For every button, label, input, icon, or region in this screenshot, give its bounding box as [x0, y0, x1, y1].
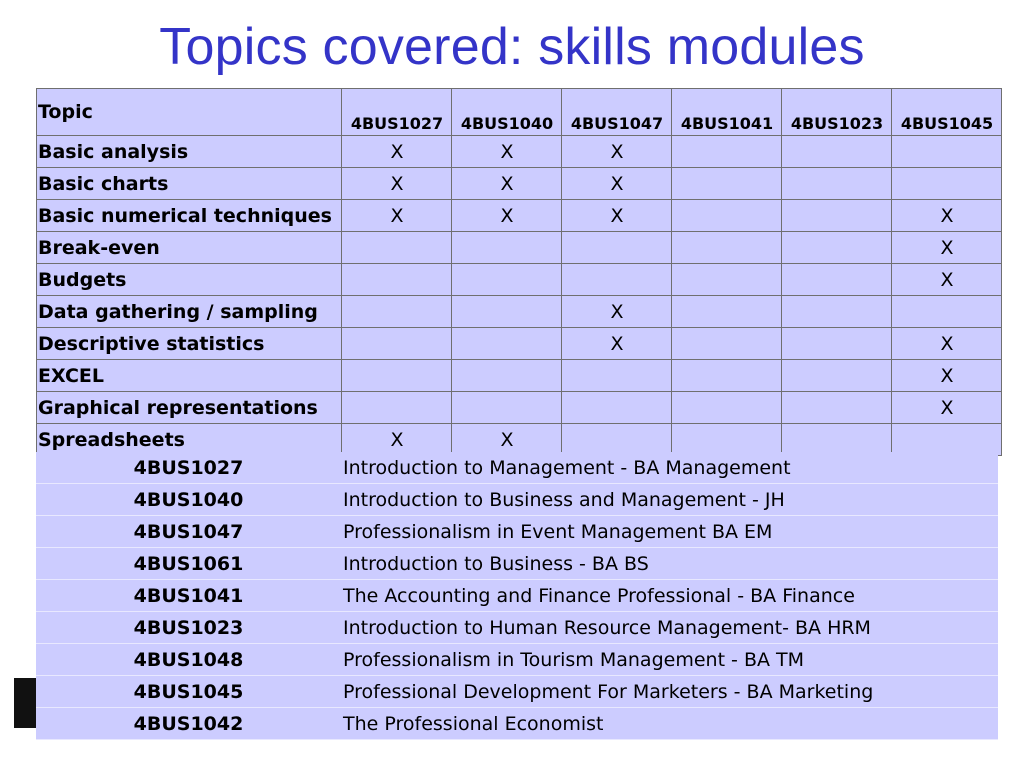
mark-cell [342, 296, 452, 328]
topic-cell: EXCEL [37, 360, 342, 392]
mark-cell [452, 328, 562, 360]
mark-cell [672, 200, 782, 232]
table-row [37, 392, 1002, 424]
mark-cell [892, 424, 1002, 456]
table-row [37, 264, 1002, 296]
module-code: 4BUS1042 [133, 712, 244, 735]
mark-cell [782, 200, 892, 232]
mark-cell [562, 232, 672, 264]
topic-cell: Break-even [37, 232, 342, 264]
table-row [37, 136, 1002, 168]
table-row [37, 360, 1002, 392]
mark-cell [672, 264, 782, 296]
topic-cell: Data gathering / sampling [37, 296, 342, 328]
mark-cell [342, 232, 452, 264]
mark-cell [782, 264, 892, 296]
mark-cell [892, 136, 1002, 168]
mark-cell [562, 360, 672, 392]
module-row [36, 452, 998, 484]
module-name: Professional Development For Marketers - BA Marketing [343, 680, 874, 703]
mark-cell: X [562, 296, 672, 328]
mark-cell: X [342, 200, 452, 232]
header-module-code: 4BUS1040 [452, 89, 562, 136]
mark-cell [782, 328, 892, 360]
topic-cell: Descriptive statistics [37, 328, 342, 360]
mark-cell [452, 360, 562, 392]
mark-cell [452, 392, 562, 424]
mark-cell [672, 360, 782, 392]
topic-cell: Graphical representations [37, 392, 342, 424]
mark-cell: X [562, 168, 672, 200]
mark-cell [782, 424, 892, 456]
table-row [37, 424, 1002, 456]
module-row [36, 516, 998, 548]
topic-cell: Spreadsheets [37, 424, 342, 456]
module-row [36, 676, 998, 708]
mark-cell: X [892, 232, 1002, 264]
decorative-bar [14, 678, 38, 728]
table-row [37, 328, 1002, 360]
module-name: Professionalism in Event Management BA EM [343, 520, 773, 543]
mark-cell: X [892, 200, 1002, 232]
module-name: The Accounting and Finance Professional - BA Finance [343, 584, 855, 607]
header-module-code: 4BUS1023 [782, 89, 892, 136]
module-code: 4BUS1047 [133, 520, 244, 543]
header-module-code: 4BUS1045 [892, 89, 1002, 136]
module-name: Introduction to Human Resource Management- BA HRM [343, 616, 871, 639]
mark-cell: X [892, 328, 1002, 360]
mark-cell [672, 296, 782, 328]
mark-cell [672, 392, 782, 424]
mark-cell: X [892, 360, 1002, 392]
mark-cell [672, 232, 782, 264]
module-row [36, 612, 998, 644]
header-module-code: 4BUS1041 [672, 89, 782, 136]
module-row [36, 580, 998, 612]
mark-cell: X [452, 424, 562, 456]
topic-cell: Budgets [37, 264, 342, 296]
mark-cell [672, 424, 782, 456]
module-name: Introduction to Business and Management - JH [343, 488, 785, 511]
module-code: 4BUS1027 [133, 456, 244, 479]
table-row [37, 232, 1002, 264]
page-title: Topics covered: skills modules [159, 18, 865, 76]
mark-cell: X [562, 328, 672, 360]
mark-cell [672, 328, 782, 360]
module-code: 4BUS1040 [133, 488, 244, 511]
mark-cell [892, 168, 1002, 200]
module-name: Professionalism in Tourism Management - BA TM [343, 648, 805, 671]
mark-cell [452, 264, 562, 296]
module-name: Introduction to Business - BA BS [343, 552, 649, 575]
module-row [36, 644, 998, 676]
module-row [36, 708, 998, 740]
modules-table [36, 452, 998, 740]
module-code: 4BUS1048 [133, 648, 244, 671]
table-row [37, 168, 1002, 200]
module-row [36, 548, 998, 580]
table-header-row [37, 89, 1002, 136]
mark-cell: X [452, 136, 562, 168]
topic-cell: Basic charts [37, 168, 342, 200]
module-code: 4BUS1023 [133, 616, 244, 639]
mark-cell [452, 232, 562, 264]
module-code: 4BUS1041 [133, 584, 244, 607]
mark-cell: X [892, 264, 1002, 296]
mark-cell [782, 392, 892, 424]
mark-cell [342, 264, 452, 296]
mark-cell [782, 296, 892, 328]
topics-table [36, 88, 1002, 456]
module-code: 4BUS1061 [133, 552, 244, 575]
mark-cell [562, 264, 672, 296]
mark-cell: X [562, 200, 672, 232]
mark-cell: X [342, 168, 452, 200]
module-row [36, 484, 998, 516]
mark-cell: X [342, 424, 452, 456]
mark-cell [672, 136, 782, 168]
mark-cell: X [452, 200, 562, 232]
mark-cell [782, 136, 892, 168]
mark-cell [892, 296, 1002, 328]
mark-cell: X [342, 136, 452, 168]
mark-cell: X [452, 168, 562, 200]
mark-cell [342, 392, 452, 424]
header-module-code: 4BUS1027 [342, 89, 452, 136]
mark-cell [672, 168, 782, 200]
header-topic: Topic [37, 89, 342, 136]
header-module-code: 4BUS1047 [562, 89, 672, 136]
mark-cell: X [892, 392, 1002, 424]
table-row [37, 200, 1002, 232]
table-row [37, 296, 1002, 328]
topic-cell: Basic analysis [37, 136, 342, 168]
mark-cell [342, 328, 452, 360]
mark-cell [342, 360, 452, 392]
mark-cell [782, 232, 892, 264]
mark-cell [782, 360, 892, 392]
mark-cell [452, 296, 562, 328]
mark-cell [782, 168, 892, 200]
mark-cell [562, 392, 672, 424]
mark-cell: X [562, 136, 672, 168]
module-name: The Professional Economist [343, 712, 604, 735]
mark-cell [562, 424, 672, 456]
topic-cell: Basic numerical techniques [37, 200, 342, 232]
module-name: Introduction to Management - BA Management [343, 456, 791, 479]
module-code: 4BUS1045 [133, 680, 244, 703]
